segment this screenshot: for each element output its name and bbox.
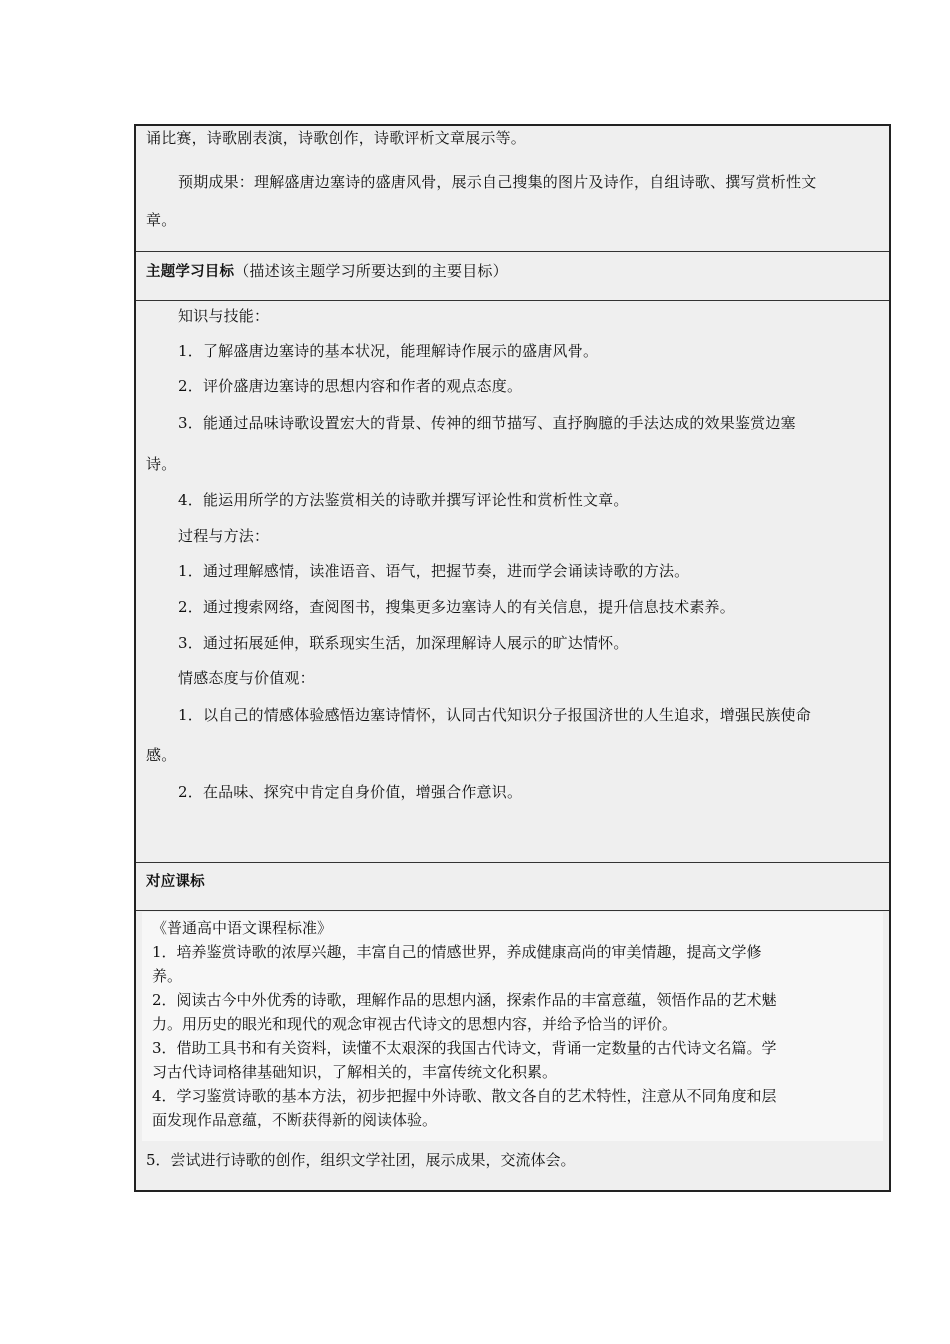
goal-k1: 1．了解盛唐边塞诗的基本状况，能理解诗作展示的盛唐风骨。 <box>178 342 599 360</box>
goal-p2: 2．通过搜索网络，查阅图书，搜集更多边塞诗人的有关信息，提升信息技术素养。 <box>178 598 735 616</box>
process-heading: 过程与方法： <box>178 527 270 545</box>
standard-5: 5．尝试进行诗歌的创作，组织文学社团，展示成果，交流体会。 <box>146 1151 576 1169</box>
goal-k4: 4．能运用所学的方法鉴赏相关的诗歌并撰写评论性和赏析性文章。 <box>178 491 629 509</box>
goals-header-line <box>146 261 881 282</box>
expected-results: 预期成果：理解盛唐边塞诗的盛唐风骨，展示自己搜集的图片及诗作，自组诗歌、撰写赏析性文 <box>178 173 817 191</box>
standards-title: 对应课标 <box>146 874 205 890</box>
standard-1a: 1．培养鉴赏诗歌的浓厚兴趣，丰富自己的情感世界，养成健康高尚的审美情趣，提高文学修 <box>152 943 762 961</box>
goal-p3: 3．通过拓展延伸，联系现实生活，加深理解诗人展示的旷达情怀。 <box>178 634 629 652</box>
goal-k3-cont: 诗。 <box>146 455 177 473</box>
standard-2b: 力。用历史的眼光和现代的观念审视古代诗文的思想内容，并给予恰当的评价。 <box>152 1015 678 1033</box>
goals-title: 主题学习目标 <box>146 264 235 280</box>
standard-1b: 养。 <box>152 967 183 985</box>
emotion-heading: 情感态度与价值观： <box>178 669 315 687</box>
knowledge-heading: 知识与技能： <box>178 307 270 325</box>
goal-e2: 2．在品味、探究中肯定自身价值，增强合作意识。 <box>178 783 523 801</box>
goal-k3: 3．能通过品味诗歌设置宏大的背景、传神的细节描写、直抒胸臆的手法达成的效果鉴赏边塞 <box>178 414 796 432</box>
goal-k2: 2．评价盛唐边塞诗的思想内容和作者的观点态度。 <box>178 377 523 395</box>
standard-3b: 习古代诗词格律基础知识，了解相关的，丰富传统文化积累。 <box>152 1063 558 1081</box>
standard-3a: 3．借助工具书和有关资料，读懂不太艰深的我国古代诗文，背诵一定数量的古代诗文名篇。学 <box>152 1039 777 1057</box>
goal-e1: 1．以自己的情感体验感悟边塞诗情怀，认同古代知识分子报国济世的人生追求，增强民族使命 <box>178 706 811 724</box>
activities-line: 诵比赛，诗歌剧表演，诗歌创作，诗歌评析文章展示等。 <box>146 129 527 147</box>
plan-table <box>134 124 891 1192</box>
goals-note: （描述该主题学习所要达到的主要目标） <box>234 262 508 280</box>
goals-content <box>136 301 889 863</box>
standards-header <box>136 863 889 911</box>
expected-results-cont: 章。 <box>146 211 177 229</box>
standards-content <box>142 912 883 1141</box>
goals-header <box>136 252 889 301</box>
goal-e1-cont: 感。 <box>146 746 177 764</box>
intro-section <box>136 126 889 252</box>
standard-4a: 4．学习鉴赏诗歌的基本方法，初步把握中外诗歌、散文各自的艺术特性，注意从不同角度和层 <box>152 1087 777 1105</box>
goal-p1: 1．通过理解感情，读准语音、语气，把握节奏，进而学会诵读诗歌的方法。 <box>178 562 690 580</box>
standard-4b: 面发现作品意蕴，不断获得新的阅读体验。 <box>152 1111 438 1129</box>
standards-book: 《普通高中语文课程标准》 <box>152 919 333 937</box>
standard-2a: 2．阅读古今中外优秀的诗歌，理解作品的思想内涵，探索作品的丰富意蕴，领悟作品的艺术魅 <box>152 991 777 1009</box>
